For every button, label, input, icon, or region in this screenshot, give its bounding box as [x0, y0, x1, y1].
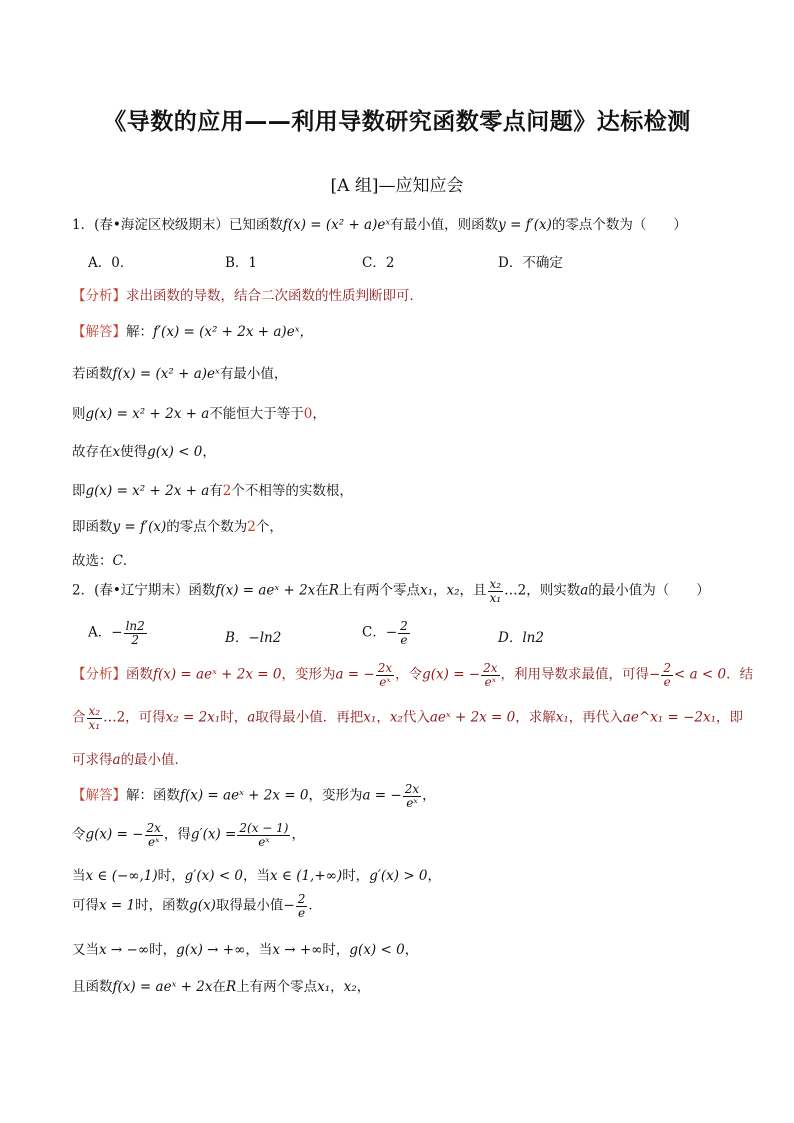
q1-option-b: B．1: [225, 255, 258, 271]
q2-option-d: D．ln2: [498, 630, 544, 646]
q1-analysis: 【分析】求出函数的导数，结合二次函数的性质判断即可．: [72, 288, 423, 304]
q1-answer-line-7: 故选：C．: [72, 553, 137, 569]
q2-answer-line-5: 又当x → −∞时，g(x) → +∞，当x → +∞时，g(x) < 0，: [72, 942, 419, 958]
answer-tag: 【解答】: [72, 324, 126, 340]
q2-analysis-line-3: 可求得a的最小值．: [72, 752, 189, 768]
q2-option-b: B．−ln2: [225, 630, 282, 646]
q1-stem: 1．(春•海淀区校级期末）已知函数f(x) = (x² + a)eˣ有最小值，则函数y = f′(x)的零点个数为（ ）: [72, 217, 687, 233]
q1-answer-line-6: 即函数y = f′(x)的零点个数为2个，: [72, 519, 283, 535]
q2-answer-line-3: 当x ∈ (−∞,1)时，g′(x) < 0，当x ∈ (1,+∞)时，g′(x) > 0，: [72, 868, 442, 884]
answer-tag: 【解答】: [72, 787, 126, 804]
page-title: 《导数的应用——利用导数研究函数零点问题》达标检测: [103, 109, 691, 135]
q2-answer-line-2: 令g(x) = − $\frac{2x}{\text{eˣ}}$ ，得g′(x) = $\frac{2(x - 1)}{\text{eˣ}}$ ，: [72, 821, 305, 849]
q1-answer-line-5: 即g(x) = x² + 2x + a有2个不相等的实数根，: [72, 483, 353, 499]
analysis-tag: 【分析】: [72, 666, 126, 683]
q2-answer-line-4: 可得x = 1时，函数g(x)取得最小值− $\frac{2}{e}$ ．: [72, 892, 322, 920]
q1-answer-line-4: 故存在x使得g(x) < 0，: [72, 444, 216, 460]
q2-analysis-line-2: 合 $\frac{\text{x₂}}{\text{x₁}}$ …2，可得x₂ = 2x₁时，a取得最小值．再把x₁，x₂代入aeˣ + 2x = 0，求解x₁，再代入ae^x₁ = −2x₁，即: [72, 704, 743, 732]
q1-answer-line-2: 若函数f(x) = (x² + a)eˣ有最小值，: [72, 366, 288, 382]
analysis-tag: 【分析】: [72, 288, 126, 304]
q2-option-c: C．− $\frac{2}{e}$: [362, 619, 408, 647]
q1-answer-line-3: 则g(x) = x² + 2x + a不能恒大于等于0，: [72, 406, 326, 422]
q1-answer-line-1: 【解答】解：f′(x) = (x² + 2x + a)eˣ，: [72, 324, 313, 340]
q2-stem: 2．(春•辽宁期末）函数f(x) = aeˣ + 2x在R上有两个零点x₁，x₂，且 $\frac{\text{x₂}}{\text{x₁}}$ …2，则实数a的最小值为（ ）: [72, 577, 710, 605]
q1-option-d: D．不确定: [498, 255, 563, 271]
q2-answer-line-1: 【解答】解：函数f(x) = aeˣ + 2x = 0，变形为a = − $\frac{2x}{\text{eˣ}}$ ，: [72, 782, 436, 810]
q2-answer-line-6: 且函数f(x) = aeˣ + 2x在R上有两个零点x₁，x₂，: [72, 979, 371, 995]
q2-option-a: A．− $\frac{\ln 2}{2}$: [88, 619, 145, 647]
section-subtitle: [A 组]—应知应会: [330, 176, 464, 196]
q2-analysis-line-1: 【分析】函数f(x) = aeˣ + 2x = 0，变形为a = − $\frac{2x}{\text{eˣ}}$ ，令g(x) = − $\frac{2x}{\text{eˣ}}$ ，利用导数求最值，可得− $\frac{2}{e}$ < a < 0．结: [72, 661, 754, 689]
q1-option-c: C．2: [362, 255, 395, 271]
q1-option-a: A．0．: [88, 255, 134, 271]
